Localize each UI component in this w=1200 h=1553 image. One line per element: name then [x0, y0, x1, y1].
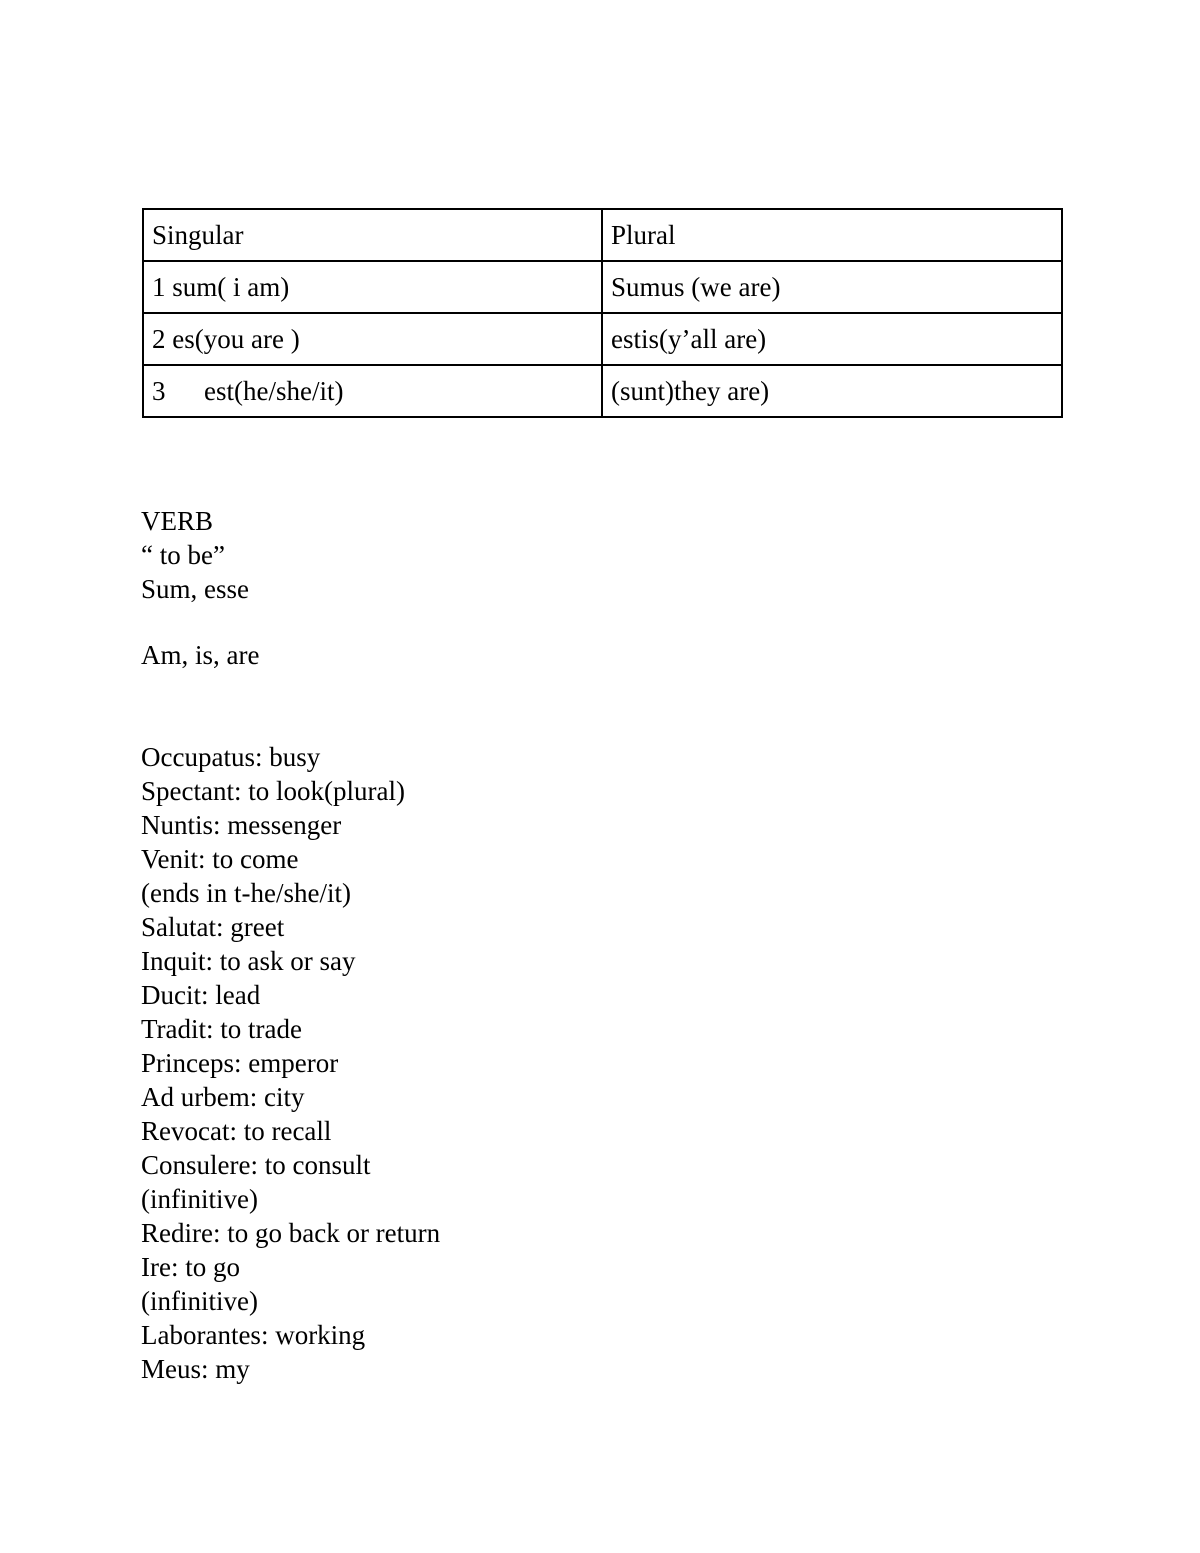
list-item: (infinitive): [141, 1286, 258, 1316]
verb-forms: Am, is, are: [141, 640, 260, 670]
list-item: Ad urbem: city: [141, 1082, 305, 1112]
singular-cell: [143, 365, 602, 417]
table-header-row: [143, 209, 1062, 261]
list-item: Venit: to come: [141, 844, 299, 874]
verb-meaning: “ to be”: [141, 540, 225, 570]
singular-cell: [143, 313, 602, 365]
header-plural: Plural: [602, 209, 1062, 261]
plural-cell: (sunt)they are): [602, 365, 1062, 417]
list-item: Inquit: to ask or say: [141, 946, 356, 976]
table-row: [143, 313, 1062, 365]
header-singular: Singular: [143, 209, 602, 261]
plural-cell: Sumus (we are): [602, 261, 1062, 313]
conjugation-table: [142, 208, 1063, 418]
verb-heading-block: [141, 504, 249, 606]
person-number: 1: [152, 271, 166, 302]
list-item: Ire: to go: [141, 1252, 240, 1282]
plural-cell: estis(y’all are): [602, 313, 1062, 365]
list-item: (ends in t-he/she/it): [141, 878, 351, 908]
list-item: Spectant: to look(plural): [141, 776, 405, 806]
table-row: [143, 261, 1062, 313]
list-item: Meus: my: [141, 1354, 250, 1384]
list-item: Laborantes: working: [141, 1320, 366, 1350]
list-item: Tradit: to trade: [141, 1014, 302, 1044]
list-item: (infinitive): [141, 1184, 258, 1214]
person-number: 3: [152, 375, 166, 406]
singular-form: est(he/she/it): [204, 375, 344, 406]
verb-title: VERB: [141, 506, 214, 536]
singular-cell: [143, 261, 602, 313]
list-item: Princeps: emperor: [141, 1048, 339, 1078]
list-item: Ducit: lead: [141, 980, 261, 1010]
list-item: Redire: to go back or return: [141, 1218, 441, 1248]
singular-form: sum( i am): [172, 271, 290, 302]
list-item: Nuntis: messenger: [141, 810, 342, 840]
list-item: Revocat: to recall: [141, 1116, 332, 1146]
person-number: 2: [152, 323, 166, 354]
table-row: [143, 365, 1062, 417]
verb-forms-block: [141, 638, 259, 672]
singular-form: es(you are ): [172, 323, 300, 354]
list-item: Consulere: to consult: [141, 1150, 371, 1180]
list-item: Salutat: greet: [141, 912, 285, 942]
vocab-list: [141, 740, 440, 1386]
verb-principal-parts: Sum, esse: [141, 574, 249, 604]
list-item: Occupatus: busy: [141, 742, 321, 772]
